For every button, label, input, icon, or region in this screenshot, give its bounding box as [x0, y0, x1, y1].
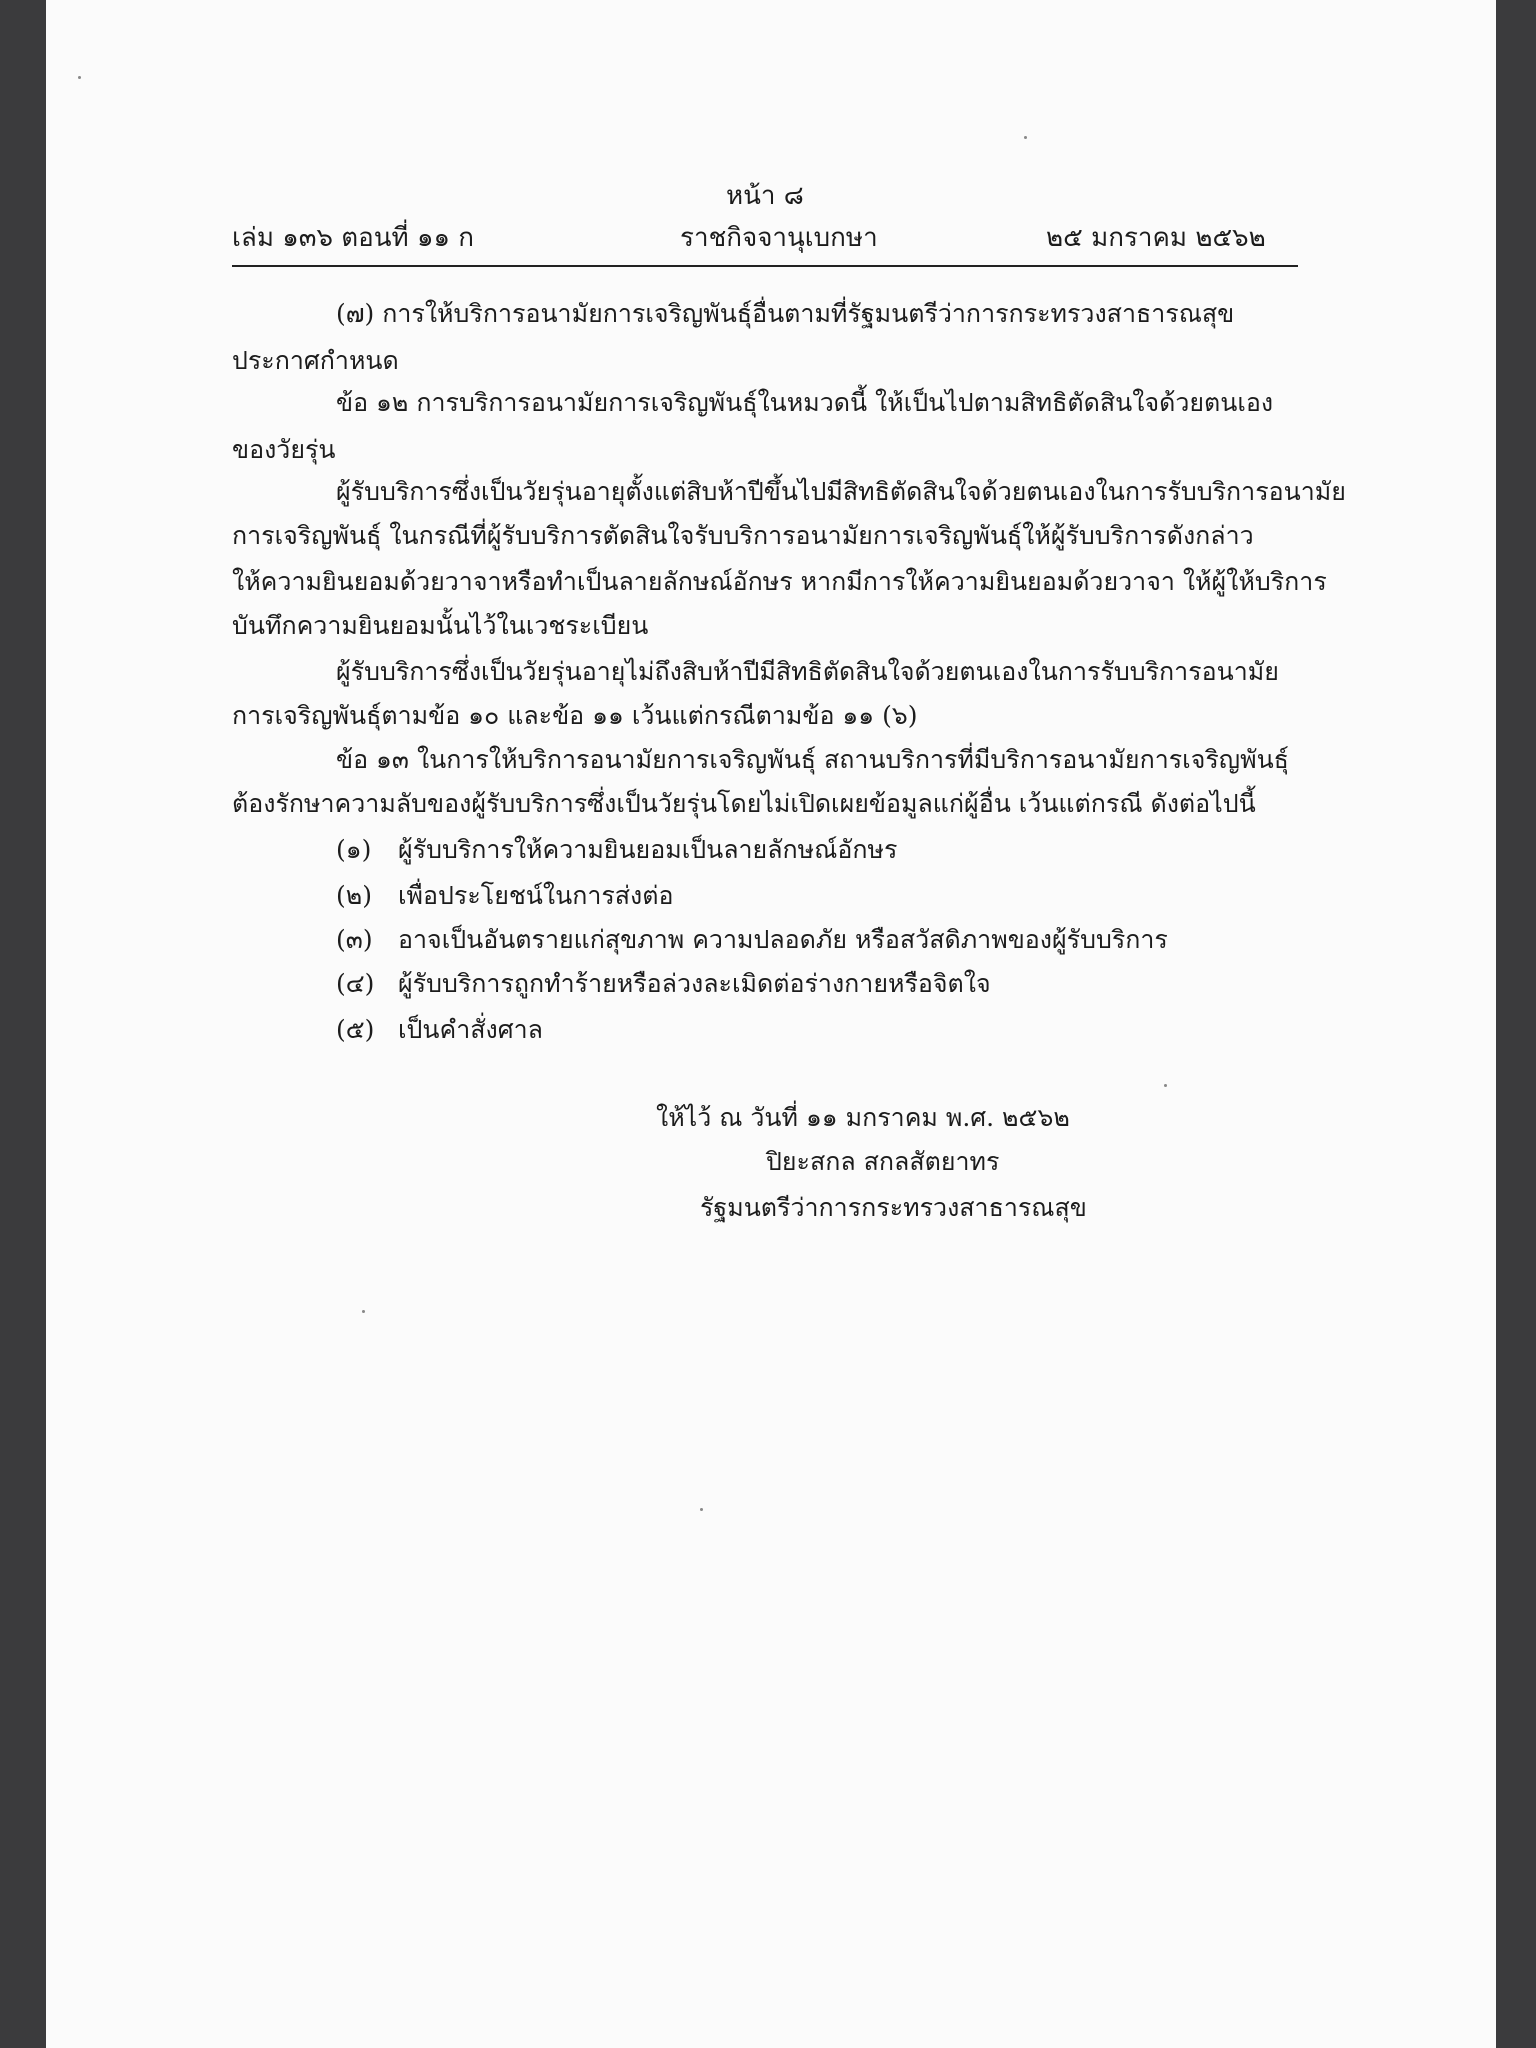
list-item-text: ผู้รับบริการให้ความยินยอมเป็นลายลักษณ์อักษร: [398, 835, 898, 864]
paragraph-under15-line-2: การเจริญพันธุ์ตามข้อ ๑๐ และข้อ ๑๑ เว้นแต่กรณีตามข้อ ๑๑ (๖): [232, 701, 918, 730]
list-item-text: ผู้รับบริการถูกทำร้ายหรือล่วงละเมิดต่อร่างกายหรือจิตใจ: [398, 969, 991, 998]
viewer-right-margin: [1496, 0, 1536, 2048]
header-rule: [232, 265, 1298, 267]
scan-speck: [700, 1508, 703, 1511]
list-item-text: เป็นคำสั่งศาล: [398, 1015, 543, 1044]
list-item-number: (๒): [336, 881, 372, 910]
gazette-date: ๒๕ มกราคม ๒๕๖๒: [1046, 223, 1266, 253]
list-item-number: (๔): [336, 969, 375, 998]
paragraph-7-line-2: ประกาศกำหนด: [232, 346, 399, 375]
scan-speck: [78, 76, 81, 79]
signatory-position: รัฐมนตรีว่าการกระทรวงสาธารณสุข: [700, 1193, 1087, 1222]
list-item-number: (๑): [336, 835, 372, 864]
clause-12-line-2: ของวัยรุ่น: [232, 435, 336, 464]
scan-speck: [1164, 1084, 1167, 1087]
viewer-left-margin: [0, 0, 46, 2048]
volume-issue: เล่ม ๑๓๖ ตอนที่ ๑๑ ก: [232, 223, 474, 253]
clause-13-line-2: ต้องรักษาความลับของผู้รับบริการซึ่งเป็นวัยรุ่นโดยไม่เปิดเผยข้อมูลแก่ผู้อื่น เว้นแต่กรณี ดังต่อไปนี้: [232, 789, 1256, 818]
paragraph-over15-line-4: บันทึกความยินยอมนั้นไว้ในเวชระเบียน: [232, 611, 649, 640]
gazette-title: ราชกิจจานุเบกษา: [680, 223, 878, 253]
clause-12-line-1: ข้อ ๑๒ การบริการอนามัยการเจริญพันธุ์ในหมวดนี้ ให้เป็นไปตามสิทธิตัดสินใจด้วยตนเอง: [336, 388, 1274, 417]
paragraph-over15-line-1: ผู้รับบริการซึ่งเป็นวัยรุ่นอายุตั้งแต่สิบห้าปีขึ้นไปมีสิทธิตัดสินใจด้วยตนเองในการรับบริการอนามัย: [336, 477, 1346, 506]
clause-13-line-1: ข้อ ๑๓ ในการให้บริการอนามัยการเจริญพันธุ์ สถานบริการที่มีบริการอนามัยการเจริญพันธุ์: [336, 745, 1289, 774]
list-item-text: เพื่อประโยชน์ในการส่งต่อ: [398, 881, 674, 910]
signatory-name: ปิยะสกล สกลสัตยาทร: [766, 1147, 1000, 1176]
page-number: หน้า ๘: [726, 181, 804, 211]
signature-date: ให้ไว้ ณ วันที่ ๑๑ มกราคม พ.ศ. ๒๕๖๒: [656, 1103, 1070, 1132]
paragraph-under15-line-1: ผู้รับบริการซึ่งเป็นวัยรุ่นอายุไม่ถึงสิบห้าปีมีสิทธิตัดสินใจด้วยตนเองในการรับบริการอนามัย: [336, 657, 1279, 686]
scan-speck: [362, 1310, 365, 1313]
paragraph-over15-line-3: ให้ความยินยอมด้วยวาจาหรือทำเป็นลายลักษณ์อักษร หากมีการให้ความยินยอมด้วยวาจา ให้ผู้ให้บริการ: [232, 567, 1327, 596]
list-item-number: (๓): [336, 925, 373, 954]
list-item-text: อาจเป็นอันตรายแก่สุขภาพ ความปลอดภัย หรือสวัสดิภาพของผู้รับบริการ: [398, 925, 1168, 954]
scan-speck: [1024, 136, 1027, 139]
list-item-number: (๕): [336, 1015, 375, 1044]
paragraph-over15-line-2: การเจริญพันธุ์ ในกรณีที่ผู้รับบริการตัดสินใจรับบริการอนามัยการเจริญพันธุ์ให้ผู้รับบริการดังกล่าว: [232, 521, 1254, 550]
paragraph-7-line-1: (๗) การให้บริการอนามัยการเจริญพันธุ์อื่นตามที่รัฐมนตรีว่าการกระทรวงสาธารณสุข: [336, 299, 1235, 328]
